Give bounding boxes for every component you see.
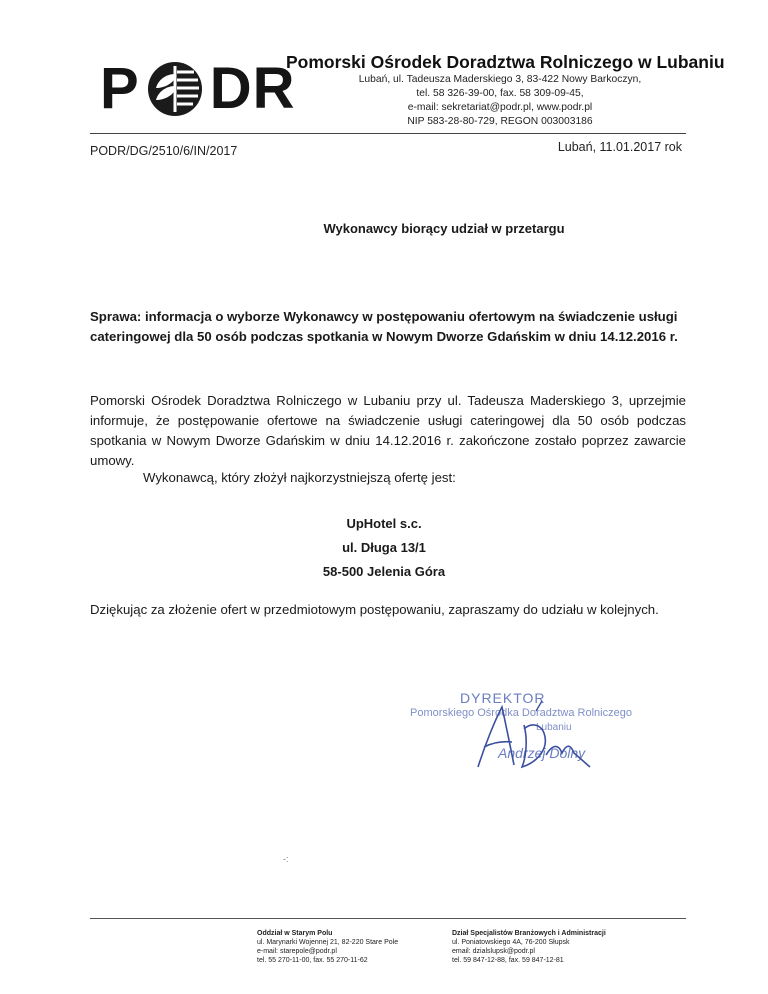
body-paragraph-1: Pomorski Ośrodek Doradztwa Rolniczego w Lubaniu przy ul. Tadeusza Maderskiego 3, uprzejmie informuje, że postępowanie ofertowe na świadczenie usługi cateringowej dla 50 osób podczas spotkania w Nowym Dworze Gdańskim w dniu 14.12.2016 r. zakończone zostało poprzez zawarcie umowy. xyxy=(90,393,686,468)
footer-divider xyxy=(90,918,686,919)
stamp-name: Andrzej Dolny xyxy=(498,745,586,761)
address-line: NIP 583-28-80-729, REGON 003003186 xyxy=(407,116,593,127)
logo xyxy=(100,55,295,122)
footer-right-line: ul. Poniatowskiego 4A, 76-200 Słupsk xyxy=(452,939,570,946)
recipient: Wykonawcy biorący udział w przetargu xyxy=(323,221,565,236)
stamp-org: Pomorskiego Ośrodka Doradztwa Rolniczego xyxy=(410,707,632,719)
stamp-city: Lubaniu xyxy=(536,722,572,733)
body-paragraph-2: Wykonawcą, który złożył najkorzystniejszą ofertę jest: xyxy=(143,470,456,485)
winner-city: 58-500 Jelenia Góra xyxy=(322,564,446,579)
date-line: Lubań, 11.01.2017 rok xyxy=(557,140,682,154)
winner-address xyxy=(0,512,768,584)
footer-left xyxy=(257,929,457,965)
address-line: Lubań, ul. Tadeusza Maderskiego 3, 83-422 Nowy Barkoczyn, xyxy=(358,74,642,85)
leaf-wheat-logo-icon xyxy=(142,60,208,118)
footer-right-line: email: dzialslupsk@podr.pl xyxy=(452,948,535,955)
footer-left-title: Oddział w Starym Polu xyxy=(257,930,333,937)
winner-street: ul. Długa 13/1 xyxy=(342,540,426,555)
winner-name: UpHotel s.c. xyxy=(346,516,422,531)
footer-left-line: ul. Marynarki Wojennej 21, 82-220 Stare Pole xyxy=(257,939,399,946)
footer-left-line: tel. 55 270-11-00, fax. 55 270-11-62 xyxy=(257,957,368,964)
address-line: e-mail: sekretariat@podr.pl, www.podr.pl xyxy=(407,102,593,113)
stamp-title: DYREKTOR xyxy=(460,690,546,706)
reference-number: PODR/DG/2510/6/IN/2017 xyxy=(90,144,238,158)
subject: Sprawa: informacja o wyborze Wykonawcy w postępowaniu ofertowym na świadczenie usługi cateringowej dla 50 osób podczas spotkania w Nowym Dworze Gdańskim w dniu 14.12.2016 r. xyxy=(90,309,678,344)
logo-letter-p: P xyxy=(100,56,140,121)
header-divider xyxy=(90,133,686,134)
footer-left-line: e-mail: starepole@podr.pl xyxy=(257,948,337,955)
logo-letters-dr: DR xyxy=(209,56,296,121)
body-paragraph-3: Dziękując za złożenie ofert w przedmiotowym postępowaniu, zapraszamy do udziału w kolejnych. xyxy=(90,602,659,617)
footer-right-line: tel. 59 847-12-88, fax. 59 847-12-81 xyxy=(452,957,564,964)
scan-mark: -: xyxy=(283,854,289,864)
footer-right-title: Dział Specjalistów Branżowych i Administracji xyxy=(452,930,606,937)
footer-right xyxy=(452,929,652,965)
address-line: tel. 58 326-39-00, fax. 58 309-09-45, xyxy=(416,88,584,99)
signature-icon xyxy=(440,695,600,775)
org-name: Pomorski Ośrodek Doradztwa Rolniczego w Lubaniu xyxy=(286,52,725,72)
org-address xyxy=(350,73,650,129)
